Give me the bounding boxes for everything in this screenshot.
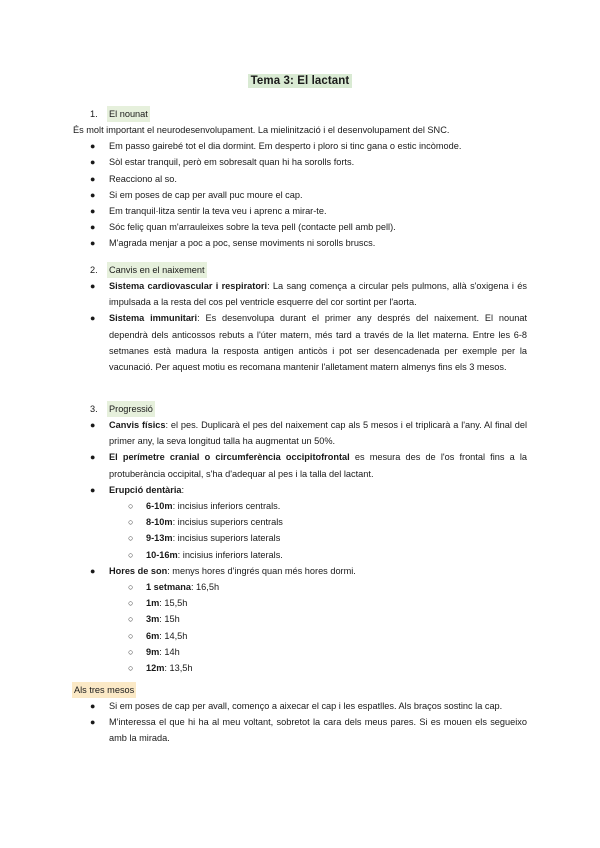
section-heading: Als tres mesos (0, 682, 600, 698)
bullet-icon: ● (90, 313, 96, 324)
list-item: ● Sóc feliç quan m'arrauleixes sobre la teva pell (contacte pell amb pell). (0, 219, 600, 235)
list-item: ● Si em poses de cap per avall puc moure el cap. (0, 187, 600, 203)
bullet-icon: ● (90, 701, 96, 711)
bullet-icon: ● (90, 484, 96, 495)
section-progression (0, 401, 600, 676)
circle-bullet-icon: ○ (128, 646, 134, 657)
sub-list-item: ○ 6-10m: incisius inferiors centrals. (0, 498, 600, 514)
circle-bullet-icon: ○ (128, 517, 134, 528)
document-title: Tema 3: El lactant (0, 73, 600, 89)
section-heading: 1. El nounat (0, 106, 600, 122)
section-birth-changes (0, 262, 600, 375)
list-item: ● Reacciono al so. (0, 171, 600, 187)
circle-bullet-icon: ○ (128, 582, 134, 593)
section-heading: 3. Progressió (0, 401, 600, 417)
bullet-icon: ● (90, 717, 96, 728)
sub-list-item: ○ 1m: 15,5h (0, 595, 600, 611)
section-newborn (0, 106, 600, 252)
bullet-icon: ● (90, 222, 96, 233)
list-item: ● Canvis físics: el pes. Duplicarà el pes del naixement cap als 5 mesos i el triplicarà a l'any. Al final del primer any, la seva longitud talla ha augmentat un 50%. (0, 417, 600, 449)
list-item: ● El perímetre cranial o circumferència occipitofrontal es mesura des de l'os frontal fins a la protuberància occipital, s'ha d'adequar al pes i la talla del lactant. (0, 449, 600, 481)
list-item: ● Erupció dentària: (0, 482, 600, 498)
circle-bullet-icon: ○ (128, 614, 134, 625)
bullet-icon: ● (90, 173, 96, 184)
sub-list-item: ○ 6m: 14,5h (0, 628, 600, 644)
bullet-icon: ● (90, 565, 96, 576)
list-item: ● M'agrada menjar a poc a poc, sense moviments ni sorolls bruscs. (0, 235, 600, 251)
sub-list-item: ○ 3m: 15h (0, 611, 600, 627)
list-item: ● M'interessa el que hi ha al meu voltant, sobretot la cara dels meus pares. Si es mouen els segueixo amb la mirada. (0, 714, 600, 746)
bullet-icon: ● (90, 452, 96, 463)
list-item: ● Em passo gairebé tot el dia dormint. Em desperto i ploro si tinc gana o estic incòmode. (0, 138, 600, 154)
circle-bullet-icon: ○ (128, 533, 134, 544)
list-item: ● Sòl estar tranquil, però em sobresalt quan hi ha sorolls forts. (0, 154, 600, 170)
circle-bullet-icon: ○ (128, 501, 134, 512)
circle-bullet-icon: ○ (128, 630, 134, 641)
bullet-icon: ● (90, 157, 96, 168)
circle-bullet-icon: ○ (128, 598, 134, 609)
bullet-icon: ● (90, 206, 96, 217)
section-three-months (0, 682, 600, 747)
sub-list-item: ○ 10-16m: incisius inferiors laterals. (0, 547, 600, 563)
bullet-icon: ● (90, 141, 96, 152)
circle-bullet-icon: ○ (128, 549, 134, 560)
bullet-icon: ● (90, 238, 96, 249)
list-item: ● Hores de son: menys hores d'ingrés quan més hores dormi. (0, 563, 600, 579)
list-item: ● Si em poses de cap per avall, començo a aixecar el cap i les espatlles. Als braços sostinc la cap. (0, 698, 600, 714)
sub-list-item: ○ 9-13m: incisius superiors laterals (0, 530, 600, 546)
list-item: ● Sistema cardiovascular i respiratori: La sang comença a circular pels pulmons, allà s'oxigena i és impulsada a la resta del cos pel ventricle esquerre del cor sortint per l'aorta. (0, 278, 600, 310)
bullet-icon: ● (90, 420, 96, 430)
section-intro: És molt important el neurodesenvolupament. La mielinització i el desenvolupament del SNC. (73, 125, 450, 135)
bullet-icon: ● (90, 281, 96, 291)
list-item: ● Em tranquil·litza sentir la teva veu i aprenc a mirar-te. (0, 203, 600, 219)
section-heading: 2. Canvis en el naixement (0, 262, 600, 278)
sub-list-item: ○ 12m: 13,5h (0, 660, 600, 676)
sub-list-item: ○ 9m: 14h (0, 644, 600, 660)
list-item: ● Sistema immunitari: Es desenvolupa durant el primer any després del naixement. El nounat dependrà dels anticossos rebuts a l'úter matern, més tard a través de la llet materna. Entre les 6-8 setmanes està madura la resposta antigen anticòs i pot ser desencadenada per exemple per la vacunació. Per aquest motiu es recomana mantenir l'alletament matern almenys fins els 3 mesos. (0, 310, 600, 375)
circle-bullet-icon: ○ (128, 663, 134, 674)
bullet-icon: ● (90, 189, 96, 200)
sub-list-item: ○ 8-10m: incisius superiors centrals (0, 514, 600, 530)
sub-list-item: ○ 1 setmana: 16,5h (0, 579, 600, 595)
